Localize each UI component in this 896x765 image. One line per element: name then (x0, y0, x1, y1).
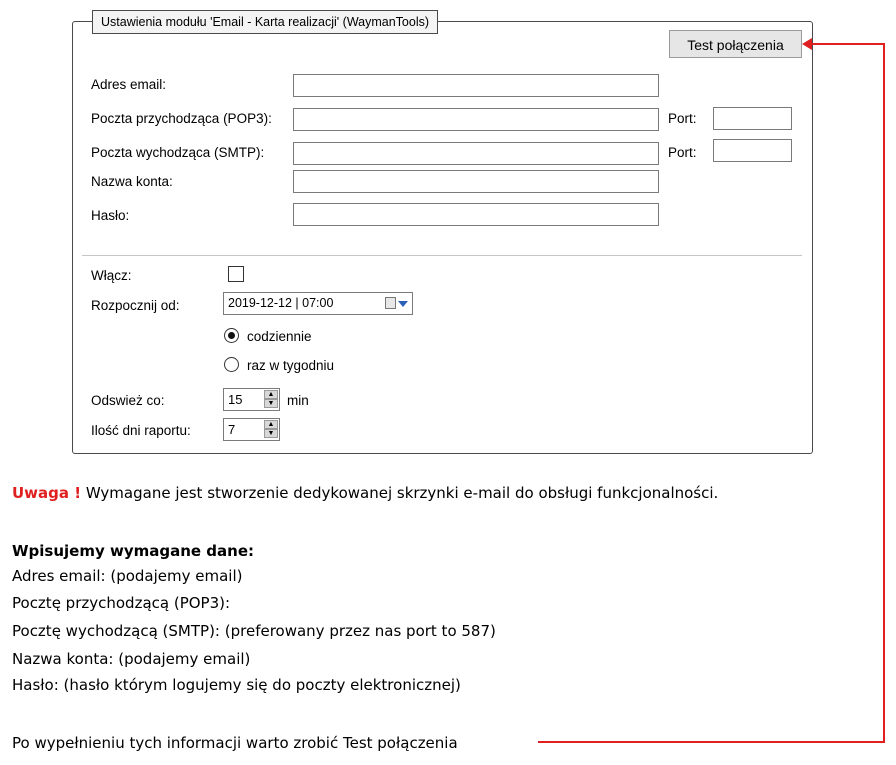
chevron-down-icon[interactable] (398, 301, 408, 307)
decrement-icon[interactable]: ▼ (264, 429, 278, 438)
start-label: Rozpocznij od: (91, 298, 180, 313)
radio-selected-dot (228, 332, 235, 339)
refresh-label: Odswież co: (91, 393, 165, 408)
instruction-line-4: Nazwa konta: (podajemy email) (12, 650, 251, 668)
password-label: Hasło: (91, 208, 130, 223)
warning-line (12, 484, 718, 502)
refresh-stepper[interactable] (223, 388, 280, 411)
daily-label: codziennie (247, 329, 312, 344)
test-connection-button[interactable]: Test połączenia (669, 30, 802, 58)
account-input[interactable] (293, 170, 659, 193)
increment-icon[interactable]: ▲ (264, 390, 278, 399)
email-label: Adres email: (91, 77, 167, 92)
account-label: Nazwa konta: (91, 174, 173, 189)
divider (82, 255, 802, 256)
pop3-label: Poczta przychodząca (POP3): (91, 111, 272, 126)
pop3-port-label: Port: (668, 111, 697, 126)
daily-radio[interactable] (224, 328, 239, 343)
smtp-port-input[interactable] (713, 139, 792, 162)
smtp-port-label: Port: (668, 145, 697, 160)
smtp-input[interactable] (293, 142, 659, 165)
days-stepper[interactable] (223, 418, 280, 441)
calendar-icon[interactable] (385, 297, 396, 309)
start-datetime-value: 2019-12-12 | 07:00 (228, 296, 334, 310)
days-value: 7 (228, 422, 236, 437)
instruction-line-2: Pocztę przychodzącą (POP3): (12, 594, 231, 612)
instruction-line-3: Pocztę wychodzącą (SMTP): (preferowany przez nas port to 587) (12, 622, 496, 640)
increment-icon[interactable]: ▲ (264, 420, 278, 429)
email-input[interactable] (293, 74, 659, 97)
start-datetime-picker[interactable] (223, 292, 413, 315)
enable-checkbox[interactable] (228, 266, 244, 282)
smtp-label: Poczta wychodząca (SMTP): (91, 145, 265, 160)
days-label: Ilość dni raportu: (91, 423, 191, 438)
pop3-port-input[interactable] (713, 107, 792, 130)
warning-text: Wymagane jest stworzenie dedykowanej skrzynki e-mail do obsługi funkcjonalności. (81, 484, 719, 502)
refresh-unit: min (287, 393, 309, 408)
weekly-label: raz w tygodniu (247, 358, 335, 373)
final-note: Po wypełnieniu tych informacji warto zrobić Test połączenia (12, 734, 458, 752)
warning-prefix: Uwaga ! (12, 484, 82, 502)
enable-label: Włącz: (91, 268, 132, 283)
weekly-radio[interactable] (224, 357, 239, 372)
instructions-heading: Wpisujemy wymagane dane: (12, 542, 255, 560)
pop3-input[interactable] (293, 108, 659, 131)
decrement-icon[interactable]: ▼ (264, 399, 278, 408)
instruction-line-5: Hasło: (hasło którym logujemy się do poczty elektronicznej) (12, 676, 461, 694)
password-input[interactable] (293, 203, 659, 226)
instruction-line-1: Adres email: (podajemy email) (12, 567, 243, 585)
panel-title: Ustawienia modułu 'Email - Karta realizacji' (WaymanTools) (92, 10, 438, 34)
refresh-value: 15 (228, 392, 243, 407)
